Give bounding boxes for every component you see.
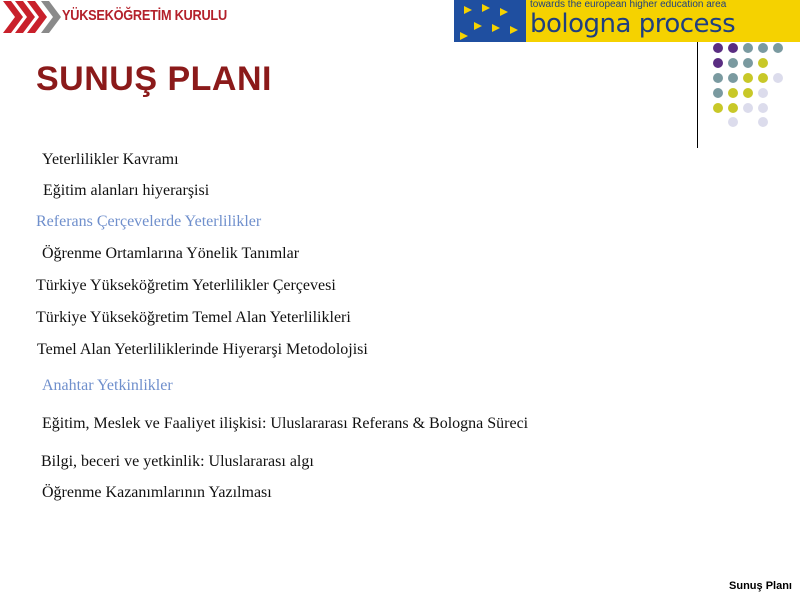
bologna-tagline: towards the european higher education area bbox=[530, 0, 727, 10]
agenda-item: Referans Çerçevelerde Yeterlilikler bbox=[36, 213, 262, 230]
agenda-item: Eğitim, Meslek ve Faaliyet ilişkisi: Uluslararası Referans & Bologna Süreci bbox=[42, 415, 529, 432]
agenda-item: Yeterlilikler Kavramı bbox=[42, 151, 179, 168]
decorative-dot-grid bbox=[705, 40, 795, 130]
agenda-item: Temel Alan Yeterliliklerinde Hiyerarşi Metodolojisi bbox=[37, 341, 368, 358]
agenda-item: Anahtar Yetkinlikler bbox=[42, 377, 173, 394]
slide-footer: Sunuş Planı bbox=[729, 580, 792, 592]
yok-logo-text: YÜKSEKÖĞRETİM KURULU bbox=[62, 7, 227, 24]
agenda-item: Türkiye Yükseköğretim Temel Alan Yeterlilikleri bbox=[36, 309, 351, 326]
agenda-item: Türkiye Yükseköğretim Yeterlilikler Çerçevesi bbox=[36, 277, 336, 294]
agenda-item: Bilgi, beceri ve yetkinlik: Uluslararası algı bbox=[41, 453, 314, 470]
eu-stars-icon bbox=[454, 0, 526, 42]
bologna-process-banner bbox=[454, 0, 800, 42]
yok-logo bbox=[0, 0, 240, 34]
yok-emblem-icon bbox=[3, 1, 61, 33]
vertical-divider bbox=[697, 42, 698, 148]
agenda-item: Öğrenme Ortamlarına Yönelik Tanımlar bbox=[42, 245, 300, 262]
bologna-name: bologna process bbox=[530, 9, 736, 39]
agenda-item: Eğitim alanları hiyerarşisi bbox=[43, 182, 210, 199]
slide-title: SUNUŞ PLANI bbox=[36, 60, 272, 98]
agenda-item: Öğrenme Kazanımlarının Yazılması bbox=[42, 484, 272, 501]
